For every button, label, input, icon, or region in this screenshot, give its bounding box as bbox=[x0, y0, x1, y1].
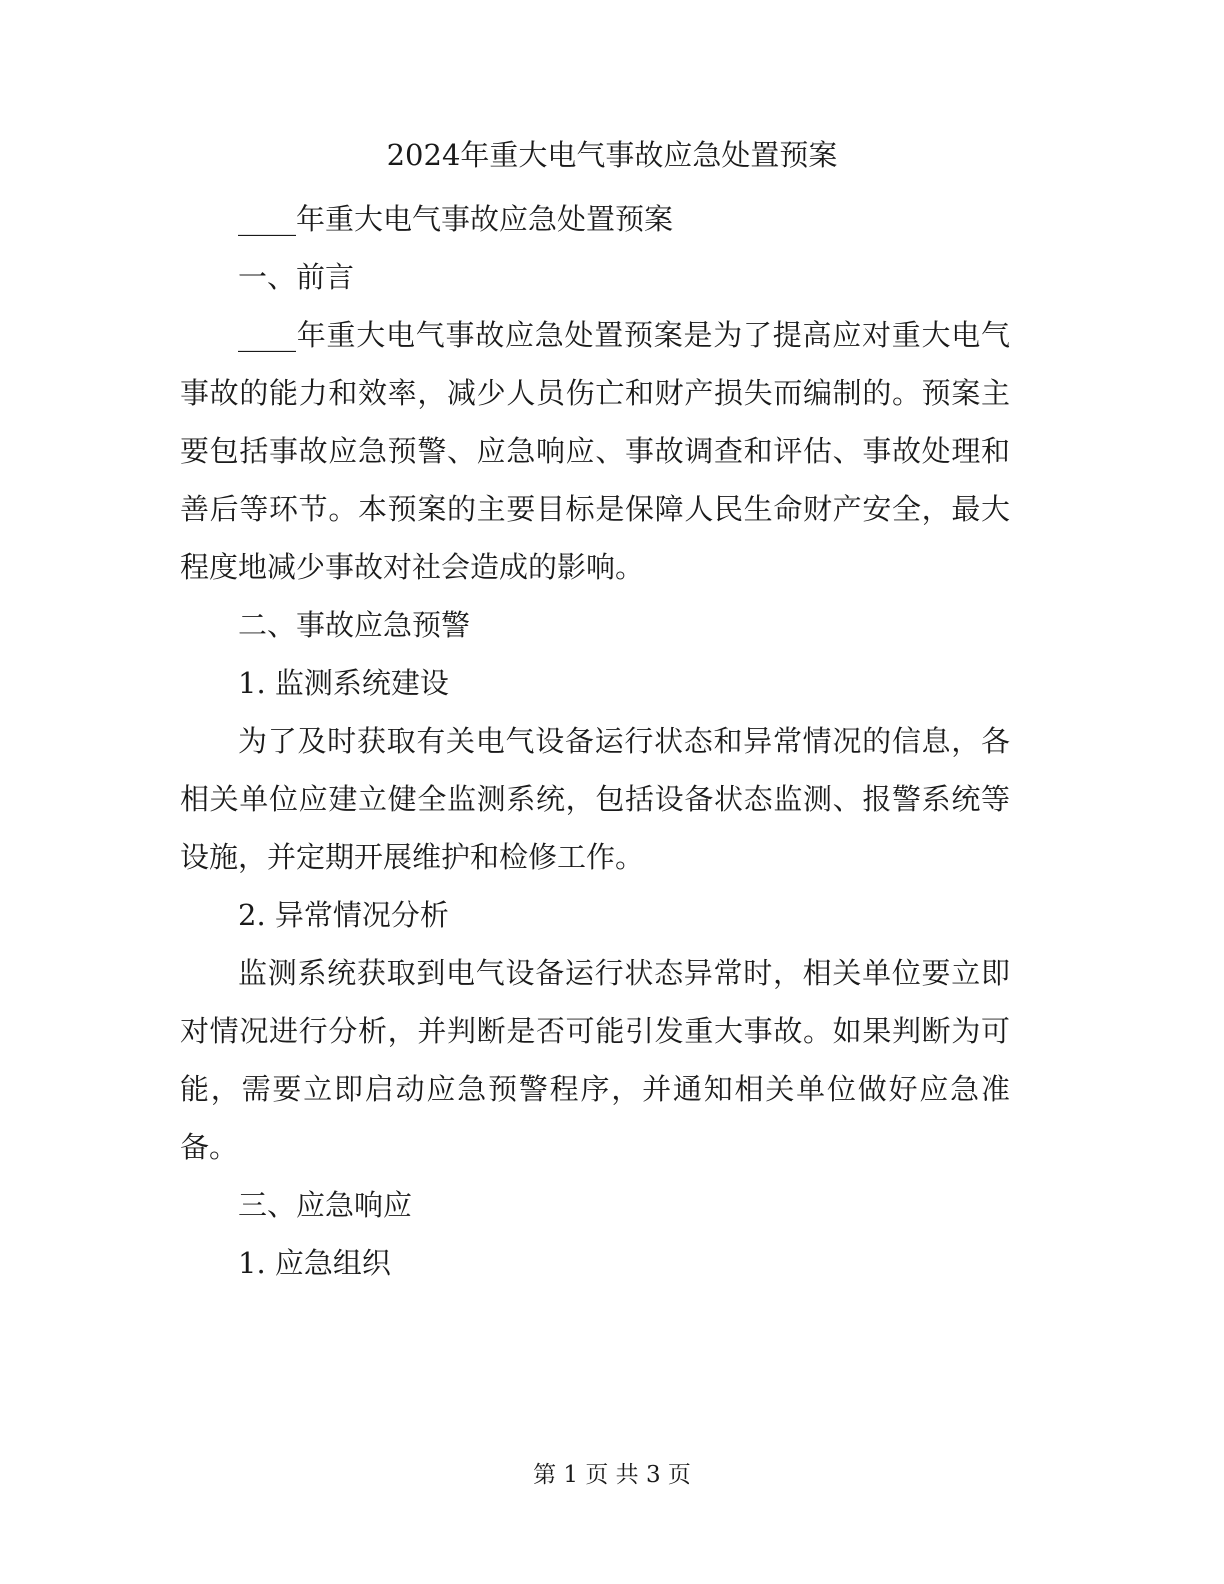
section-heading-preface: 一、前言 bbox=[238, 260, 355, 294]
monitoring-system-paragraph: 为了及时获取有关电气设备运行状态和异常情况的信息，各相关单位应建立健全监测系统，包括设备状态监测、报警系统等设施，并定期开展维护和检修工作。 bbox=[180, 724, 1010, 874]
anomaly-analysis-paragraph: 监测系统获取到电气设备运行状态异常时，相关单位要立即对情况进行分析，并判断是否可能引发重大事故。如果判断为可能，需要立即启动应急预警程序，并通知相关单位做好应急准备。 bbox=[180, 956, 1010, 1164]
document-title: 2024年重大电气事故应急处置预案 bbox=[386, 138, 838, 172]
subheading-emergency-organization: 1. 应急组织 bbox=[238, 1246, 391, 1280]
subheading-anomaly-analysis: 2. 异常情况分析 bbox=[238, 898, 449, 932]
subtitle-line: ____年重大电气事故应急处置预案 bbox=[238, 202, 674, 236]
page-footer: 第 1 页 共 3 页 bbox=[533, 1462, 691, 1488]
section-heading-emergency-response: 三、应急响应 bbox=[238, 1188, 413, 1222]
section-heading-early-warning: 二、事故应急预警 bbox=[238, 608, 471, 642]
document-body bbox=[180, 190, 1010, 1292]
preface-paragraph: ____年重大电气事故应急处置预案是为了提高应对重大电气事故的能力和效率，减少人员伤亡和财产损失而编制的。预案主要包括事故应急预警、应急响应、事故调查和评估、事故处理和善后等环节。本预案的主要目标是保障人民生命财产安全，最大程度地减少事故对社会造成的影响。 bbox=[180, 318, 1010, 584]
subheading-monitoring-system: 1. 监测系统建设 bbox=[238, 666, 449, 700]
